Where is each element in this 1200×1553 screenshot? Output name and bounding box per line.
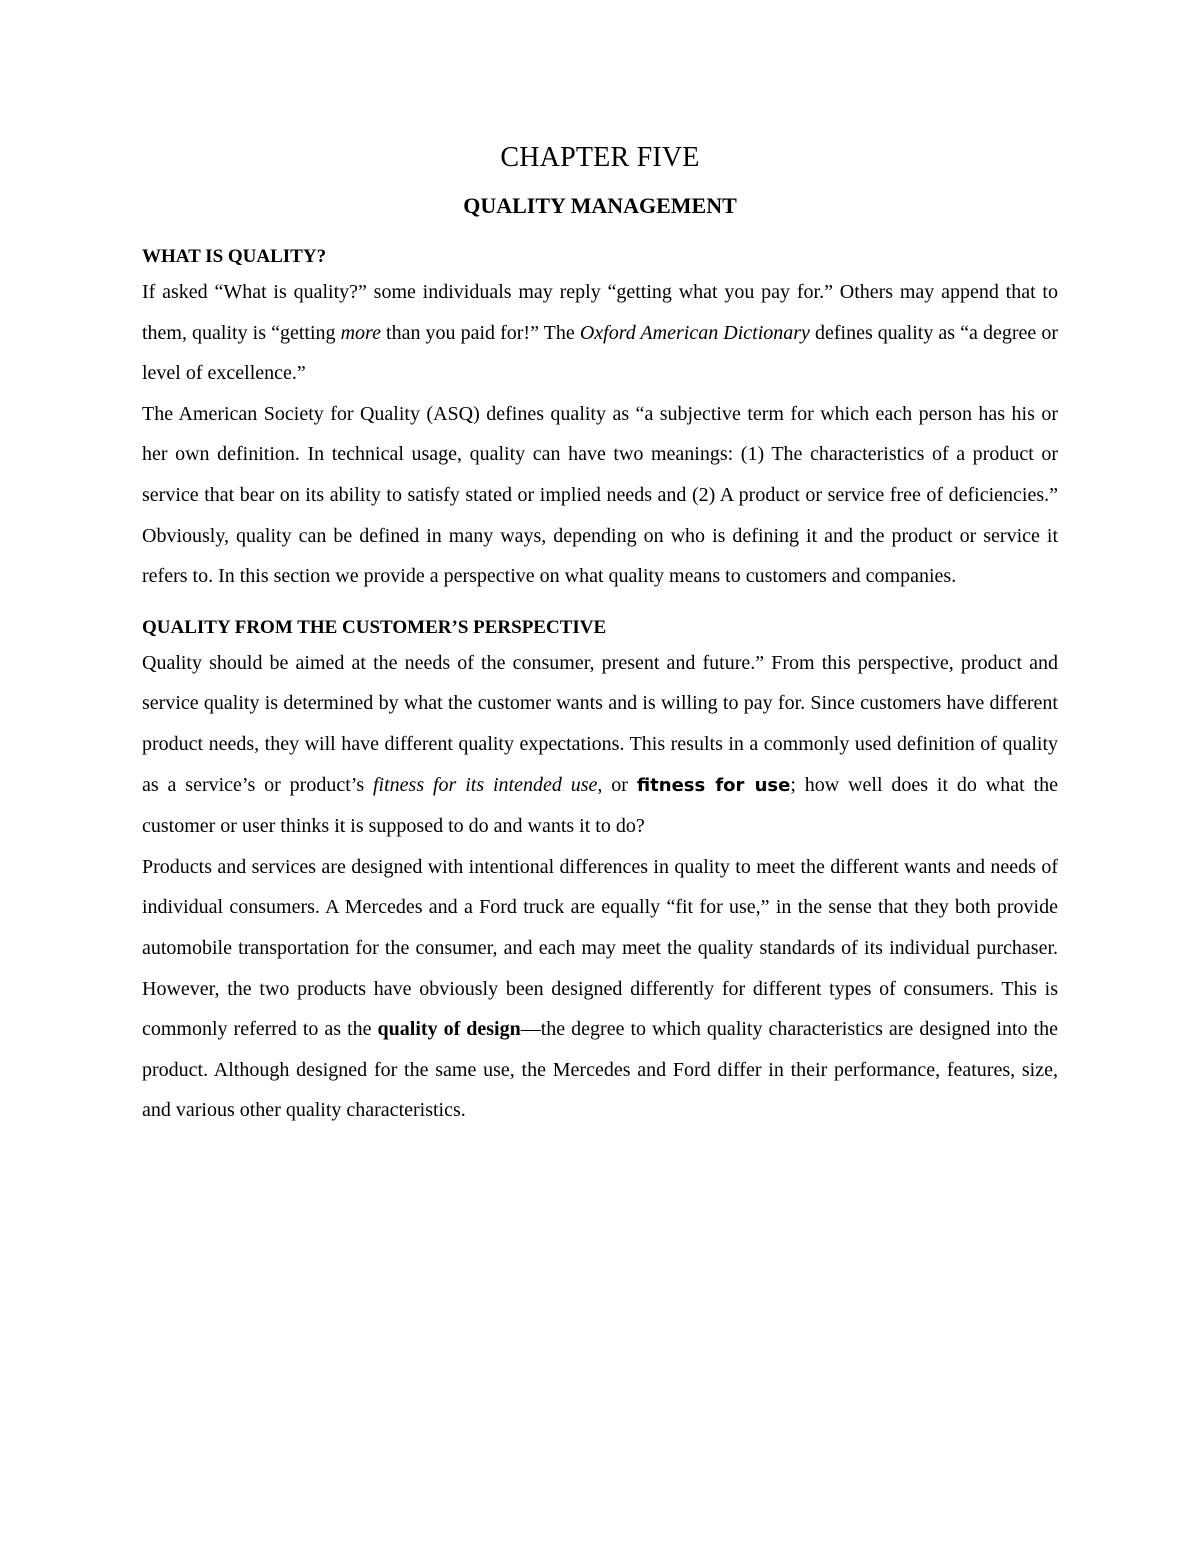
- paragraph-quality-definitions: [142, 272, 1058, 394]
- paragraph-text: Quality should be aimed at the needs of the consumer, present and future.” From this perspective, product and service quality is determined by what the customer wants and is willing to pay for. Since customers have different product needs, they will have different quality expectations. This results in a commonly used definition of quality as a service’s or product’s: [142, 651, 1058, 796]
- term-quality-of-design: quality of design: [377, 1018, 521, 1041]
- chapter-title: CHAPTER FIVE: [500, 142, 700, 173]
- paragraph-fitness-for-use: [142, 643, 1058, 847]
- paragraph-text: , or: [597, 773, 637, 796]
- emphasis-more: more: [340, 321, 381, 344]
- paragraph-asq-definition: The American Society for Quality (ASQ) defines quality as “a subjective term for which each person has his or her own definition. In technical usage, quality can have two meanings: (1) The characteristics of a product or service that bear on its ability to satisfy stated or implied needs and (2) A product or service free of deficiencies.” Obviously, quality can be defined in many ways, depending on who is defining it and the product or service it refers to. In this section we provide a perspective on what quality means to customers and companies.: [142, 402, 1058, 588]
- paragraph-text: ; how well does it do what the customer or user thinks it is supposed to do and wants it to do?: [142, 773, 1058, 838]
- paragraph-text: Products and services are designed with intentional differences in quality to meet the different wants and needs of individual consumers. A Mercedes and a Ford truck are equally “fit for use,” in the sense that they both provide automobile transportation for the consumer, and each may meet the quality standards of its individual purchaser. However, the two products have obviously been designed differently for different types of consumers. This is commonly referred to as the: [142, 855, 1058, 1041]
- paragraph-quality-of-design: [142, 847, 1058, 1131]
- term-fitness-for-use: fitness for use: [636, 774, 791, 796]
- chapter-subtitle: QUALITY MANAGEMENT: [463, 193, 737, 218]
- paragraph-text: If asked “What is quality?” some individuals may reply “getting what you pay for.” Others may append that to them, quality is “getting: [142, 281, 1058, 344]
- page-content: [142, 138, 1058, 1131]
- section-heading-customer-perspective: QUALITY FROM THE CUSTOMER’S PERSPECTIVE: [142, 616, 607, 638]
- emphasis-fitness-intended-use: fitness for its intended use: [373, 773, 598, 796]
- section-heading-what-is-quality: WHAT IS QUALITY?: [142, 246, 327, 267]
- paragraph-text: than you paid for!” The: [380, 321, 580, 344]
- emphasis-dictionary-title: Oxford American Dictionary: [579, 321, 810, 344]
- paragraph-text: —the degree to which quality characteristics are designed into the product. Although designed for the same use, the Mercedes and Ford differ in their performance, features, size, and various other quality characteristics.: [142, 1018, 1058, 1122]
- paragraph-text: defines quality as “a degree or level of excellence.”: [142, 321, 1058, 385]
